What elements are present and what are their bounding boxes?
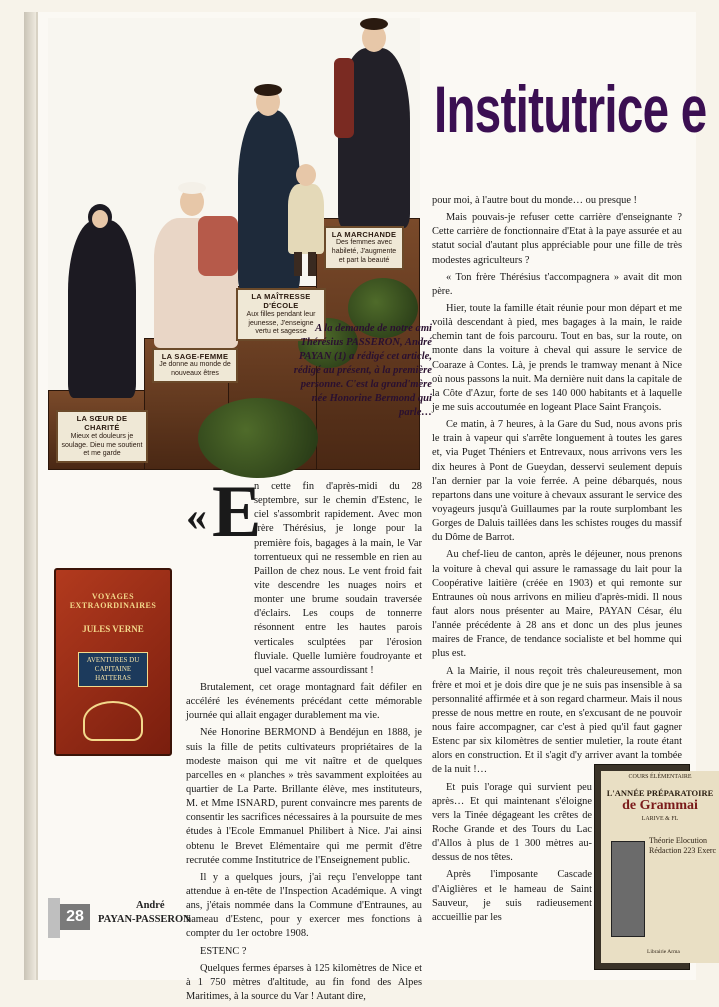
ornament-icon (83, 701, 143, 741)
grammaire-book-cover: COURS ÉLÉMENTAIRE L'ANNÉE PRÉPARATOIRE de Grammai LARIVE & FL Théorie Elocution Rédaction 223 Exerc Librairie Arma (594, 764, 690, 970)
paragraph: n cette fin d'après-midi du 28 septembre, sur le chemin d'Estenc, le ciel s'assombrit rapidement. Avec mon frère Thérésius, je longe pour la première fois, bagages à la main, le Var torrentueux qui ne ressemble en rien au Paillon de chez nous. Le vent froid fait vite descendre les nuages noirs et monter une brume soudain traversée d'éclairs. Les coups de tonnerre résonnent entre les hautes parois verticales sculptées par l'érosion fluviale. Quelle lumière foudroyante et quel vacarme assourdissant ! (254, 481, 422, 676)
article-title: Institutrice e (434, 72, 707, 146)
paragraph: Et puis l'orage qui survient peu après… Et qui maintenant s'éloigne vers la Tinée dégageant les crêtes de Roche Grande et des Tours du Lac d'Allos à plus de 1 300 mètres au-dessus de nos têtes. (432, 781, 592, 864)
paragraph: Ce matin, à 7 heures, à la Gare du Sud, nous avons pris le train à vapeur qui s'arrête longuement à toutes les gares et, via Puget Théniers et Entrevaux, nous arrivons vers les dix heures à Pont de Gueydan, desservi seulement depuis l'an dernier par la voie ferrée. A peine débarqués, nous repartons dans une voiture à chevaux assurant le service des voyageurs jusqu'à Guillaumes par la route surplombant les Gorges de Daluis taillées dans les schistes rouges du massif du Dôme de Barrot. (432, 419, 682, 544)
merchant-woman-figure (328, 18, 420, 228)
author-first-name: André (136, 900, 165, 911)
paragraph: Après l'imposante Cascade d'Aiglières et le hameau de Saint Sauveur, je suis radieusement accueillie par les (432, 869, 592, 923)
folio-bar (48, 898, 60, 938)
article-column-left (186, 480, 422, 1007)
paragraph: Il y a quelques jours, j'ai reçu l'enveloppe tant attendue à en-tête de l'Inspection Académique. A vingt ans, j'étais nommée dans la Commune d'Entraunes, au hameau d'Estenc, pour y exercer mes fonctions à compter du 1er octobre 1908. (186, 871, 422, 940)
page-binding (24, 12, 36, 980)
jules-verne-book-cover: VOYAGES EXTRAORDINAIRES JULES VERNE AVENTURES DU CAPITAINE HATTERAS (54, 568, 172, 756)
paragraph: ESTENC ? (200, 945, 247, 957)
plaque-sage-femme: LA SAGE-FEMME Je donne au monde de nouveaux êtres (152, 348, 238, 383)
schoolgirl-figure (284, 158, 328, 278)
author-last-name: PAYAN-PASSERON (98, 914, 191, 925)
drop-cap: E (212, 471, 262, 553)
paragraph: Hier, toute la famille était réunie pour mon départ et me voilà descendant à pied, mes bagages à la main, le raide chemin tant de fois parcouru. Tout en bas, sur la route, on monte dans la voiture à cheval qui assure le service de Coaraze à Contes. Là, je prends le tramway menant à Nice où nous passons la nuit. Ma dernière nuit dans la capitale de la Côte d'Azur, forte de ses 140 000 habitants et à laquelle je me suis accoutumée en logeant Place Saint François. (432, 302, 682, 413)
paragraph: pour moi, à l'autre bout du monde… ou presque ! (432, 195, 638, 206)
midwife-figure (148, 178, 248, 348)
plaque-marchande: LA MARCHANDE Des femmes avec habileté, J'augmente et part la beauté (324, 226, 404, 270)
article-intro: A la demande de notre ami Thérésius PASSERON, André PAYAN (1) a rédigé cet article, rédigé au présent, à la première personne. C'est la grand'mère née Honorine Bermond qui parle… (293, 323, 432, 418)
paragraph: Au chef-lieu de canton, après le déjeuner, nous prenons la voiture à cheval qui assure le ramassage du lait pour la Coopérative laitière (créée en 1903) et qui remonte sur Entraunes où nous arrivons en milieu d'après-midi. Il nous faut alors nous présenter au Maire, PAYAN César, élu l'année précédente à 28 ans et donc un des plus jeunes maires de France, de tendance socialiste et bel homme qui plus est. (432, 549, 682, 660)
plaque-soeur-de-charite: LA SŒUR DE CHARITÉ Mieux et douleurs je soulage. Dieu me soutient et me garde (56, 410, 148, 463)
nun-figure (62, 198, 142, 398)
plaque-maitresse-d-ecole: LA MAÎTRESSE D'ÉCOLE Aux filles pendant leur jeunesse, J'enseigne vertu et sagesse (236, 288, 326, 341)
paragraph: « Ton frère Thérésius t'accompagnera » avait dit mon père. (432, 271, 682, 297)
drop-quote: « (186, 494, 207, 540)
paragraph: Mais pouvais-je refuser cette carrière d'enseignante ? Cette carrière de fonctionnaire d'Etat à la paye assurée et au statut social d'autant plus appréciable pour une fille de très modestes agriculteurs ? (432, 212, 682, 266)
paragraph: A la Mairie, il nous reçoit très chaleureusement, mon frère et moi et je dois dire que je ne suis pas insensible à sa personnalité affirmée et à son regard charmeur. Mais il nous presse de nous mettre en route, en s'excusant de ne pouvoir nous faire accompagner, car c'est à pied qu'il faut gagner Estenc par six kilomètres de sentier muletier, la route étant alors en construction. Et il s'agit d'y arriver avant la tombée de la nuit !… (432, 665, 682, 776)
page-number: 28 (60, 904, 90, 930)
paragraph: Brutalement, cet orage montagnard fait défiler en accéléré les événements précédant cette mémorable journée qui allait engager durablement ma vie. (186, 681, 422, 722)
book-illustration (611, 841, 645, 937)
paragraph: Quelques fermes éparses à 125 kilomètres de Nice et à 1 750 mètres d'altitude, au fin fond des Alpes Maritimes, à la source du Var ! Autant dire, (186, 962, 422, 1002)
paragraph: Née Honorine BERMOND à Bendéjun en 1888, je suis la fille de petits cultivateurs propriétaires de la modeste maison qui me vit naître et de quelques parcelles en « planches » très savamment exploitées au quartier de La Parte. Brillante élève, mes instituteurs, M. et Mme ISNARD, purent convaincre mes parents de consentir les sacrifices nécessaires à la poursuite de mes études à l'Ecole Emmanuel Philibert à Nice. J'ai ainsi obtenu le Brevet Elémentaire qui me permit d'être recrutée comme Institutrice de l'Enseignement public. (186, 727, 422, 866)
